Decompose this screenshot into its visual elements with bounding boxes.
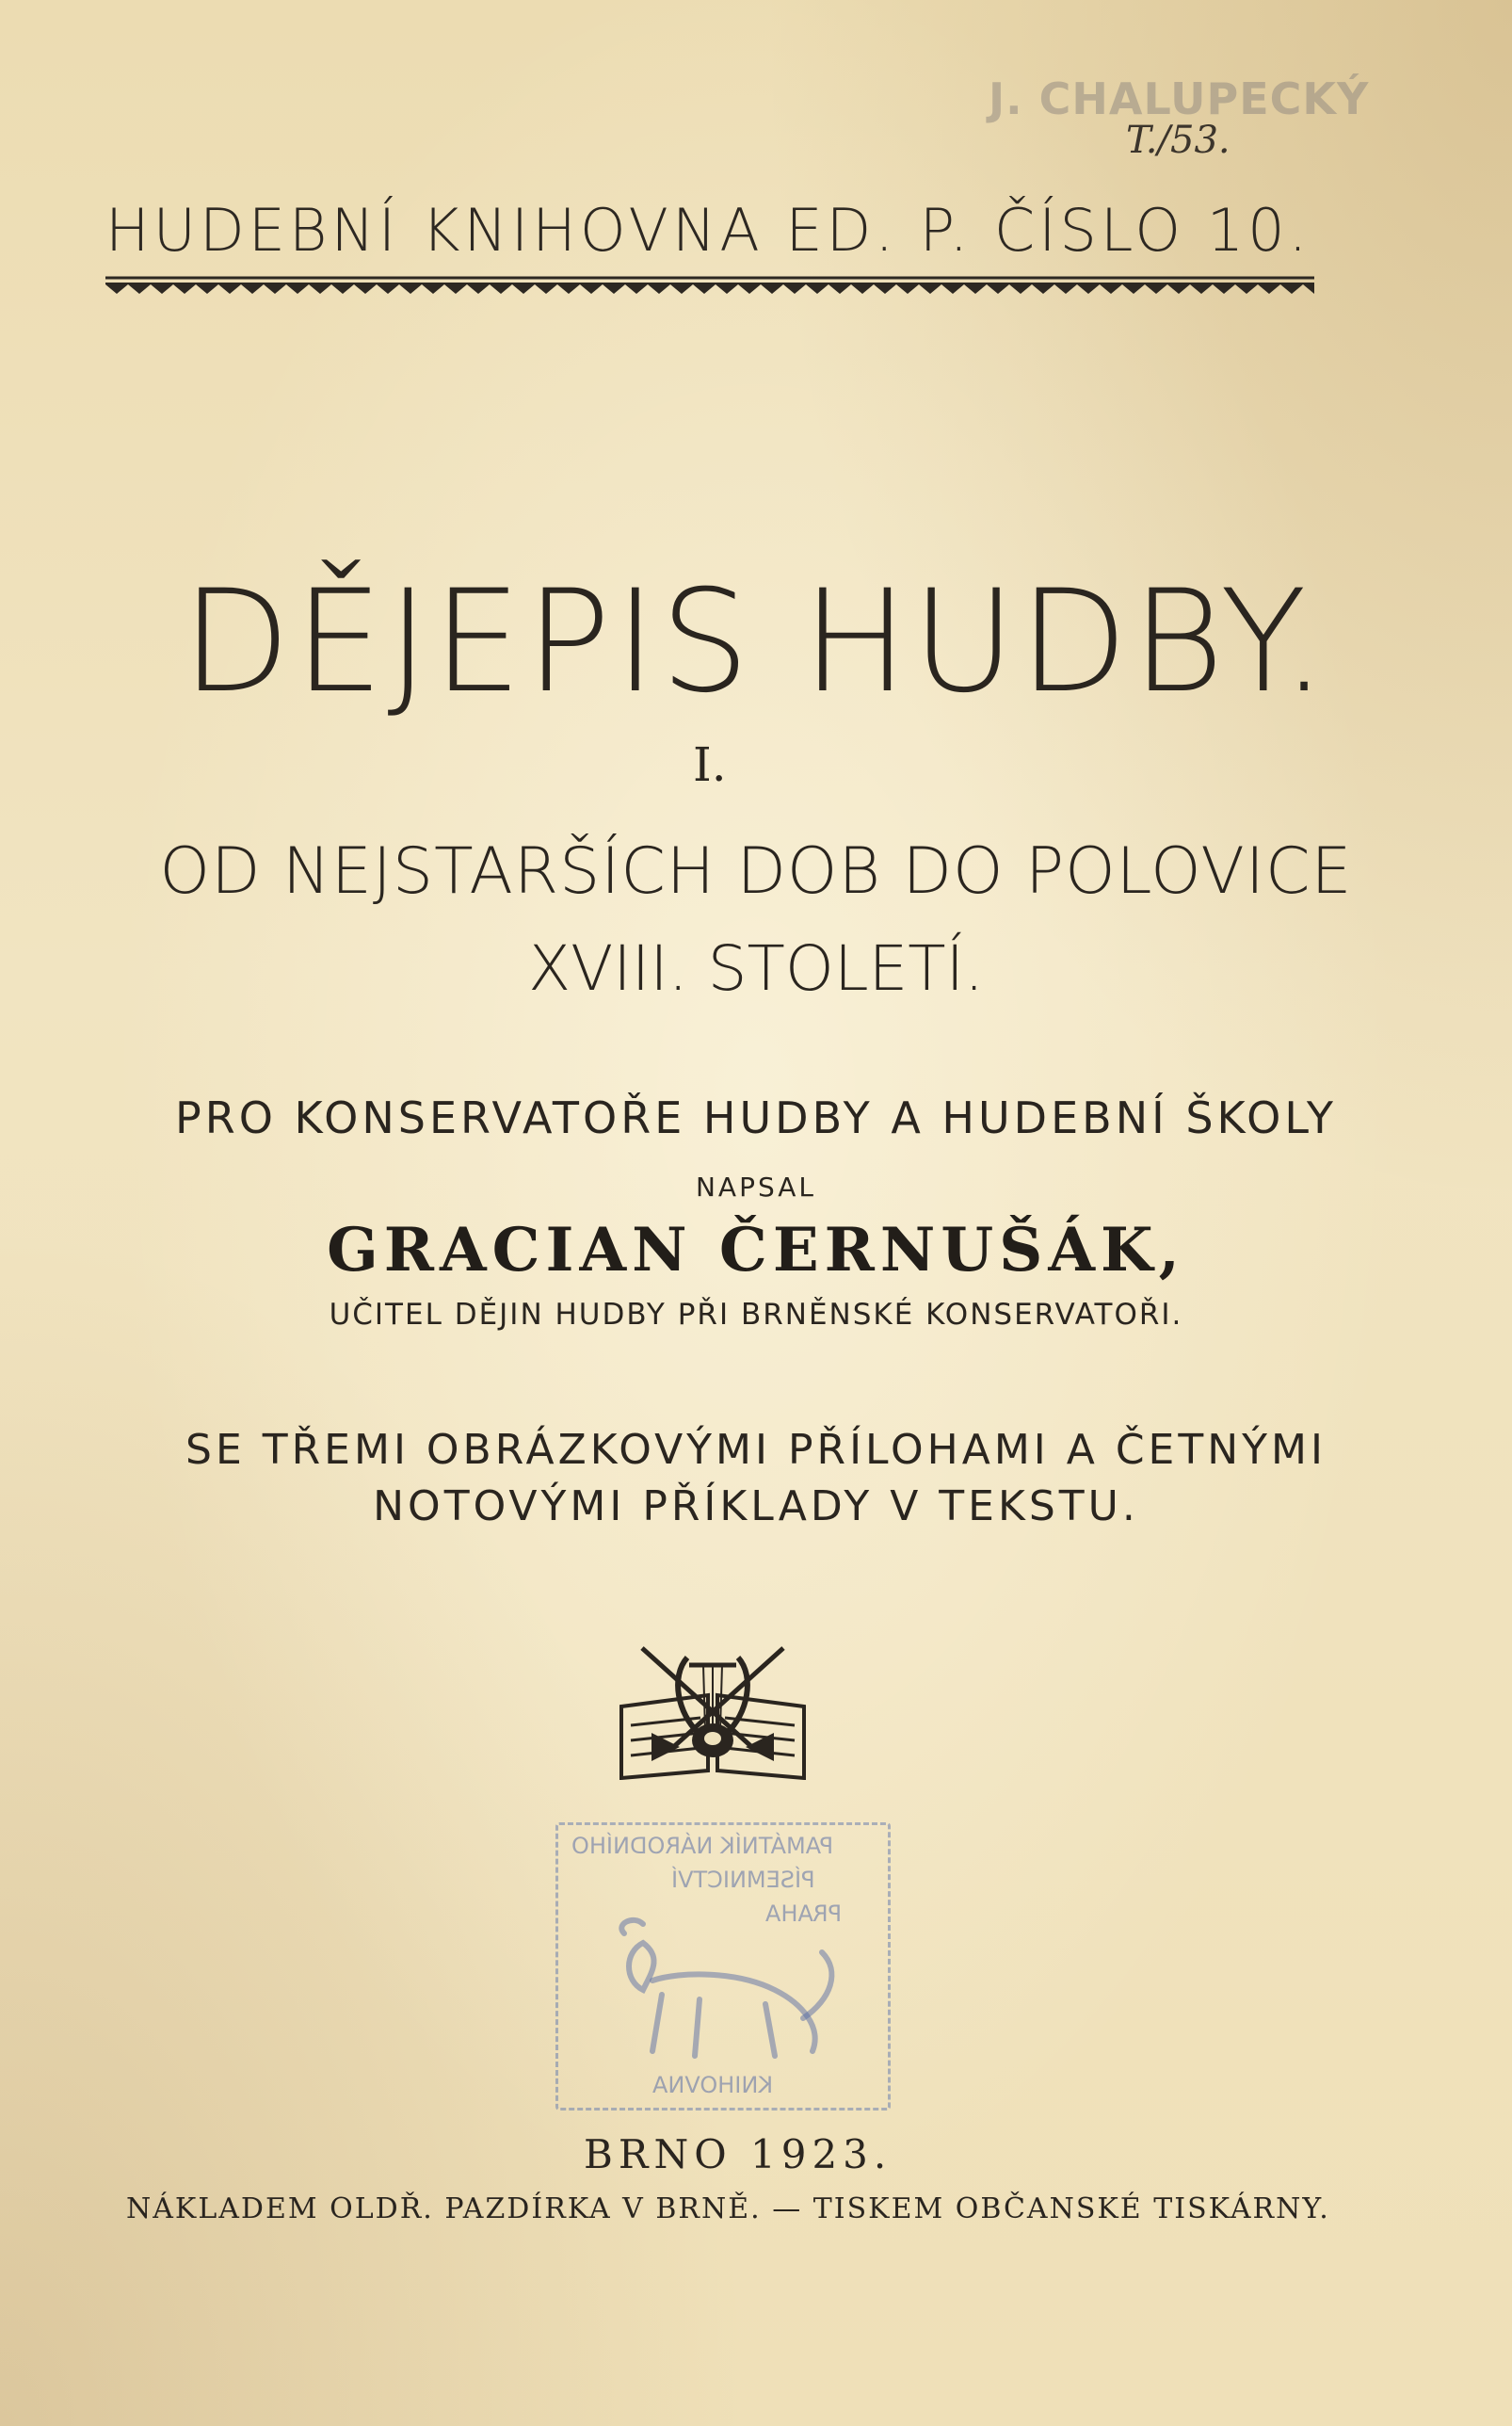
lion-stamp-icon — [587, 1915, 860, 2065]
owner-stamp: J. CHALUPECKÝ — [989, 73, 1370, 124]
lyre-book-emblem-icon — [614, 1639, 812, 1780]
illustrations-line-2: NOTOVÝMI PŘÍKLADY V TEKSTU. — [373, 1482, 1139, 1530]
publisher-line: NÁKLADEM OLDŘ. PAZDÍRKA V BRNĚ. — TISKEM OBČANSKÉ TISKÁRNY. — [126, 2192, 1330, 2225]
library-stamp-line-2: PÍSEMNICTVÍ — [671, 1867, 815, 1893]
volume-number: I. — [693, 737, 727, 792]
subtitle-line-1: OD NEJSTARŠÍCH DOB DO POLOVICE — [159, 834, 1353, 909]
shelfmark: T./53. — [1126, 119, 1231, 162]
place-and-year: BRNO 1923. — [584, 2131, 893, 2177]
illustrations-line-1: SE TŘEMI OBRÁZKOVÝMI PŘÍLOHAMI A ČETNÝMI — [185, 1426, 1327, 1474]
decorative-rule — [105, 275, 1314, 298]
library-stamp — [555, 1822, 891, 2111]
audience-line: PRO KONSERVATOŘE HUDBY A HUDEBNÍ ŠKOLY — [175, 1092, 1337, 1143]
series-heading: HUDEBNÍ KNIHOVNA ED. P. ČÍSLO 10. — [105, 196, 1311, 265]
author-prefix: NAPSAL — [695, 1172, 817, 1203]
author-role: UČITEL DĚJIN HUDBY PŘI BRNĚNSKÉ KONSERVATOŘI. — [329, 1298, 1183, 1332]
library-stamp-line-3: PRAHA — [765, 1900, 843, 1927]
book-title: DĚJEPIS HUDBY. — [182, 560, 1330, 724]
library-stamp-line-1: PAMÁTNÍK NÁRODNÍHO — [571, 1833, 834, 1859]
subtitle-line-2: XVIII. STOLETÍ. — [527, 932, 985, 1005]
author-name: GRACIAN ČERNUŠÁK, — [327, 1215, 1185, 1286]
library-stamp-line-4: KNIHOVNA — [652, 2072, 774, 2098]
